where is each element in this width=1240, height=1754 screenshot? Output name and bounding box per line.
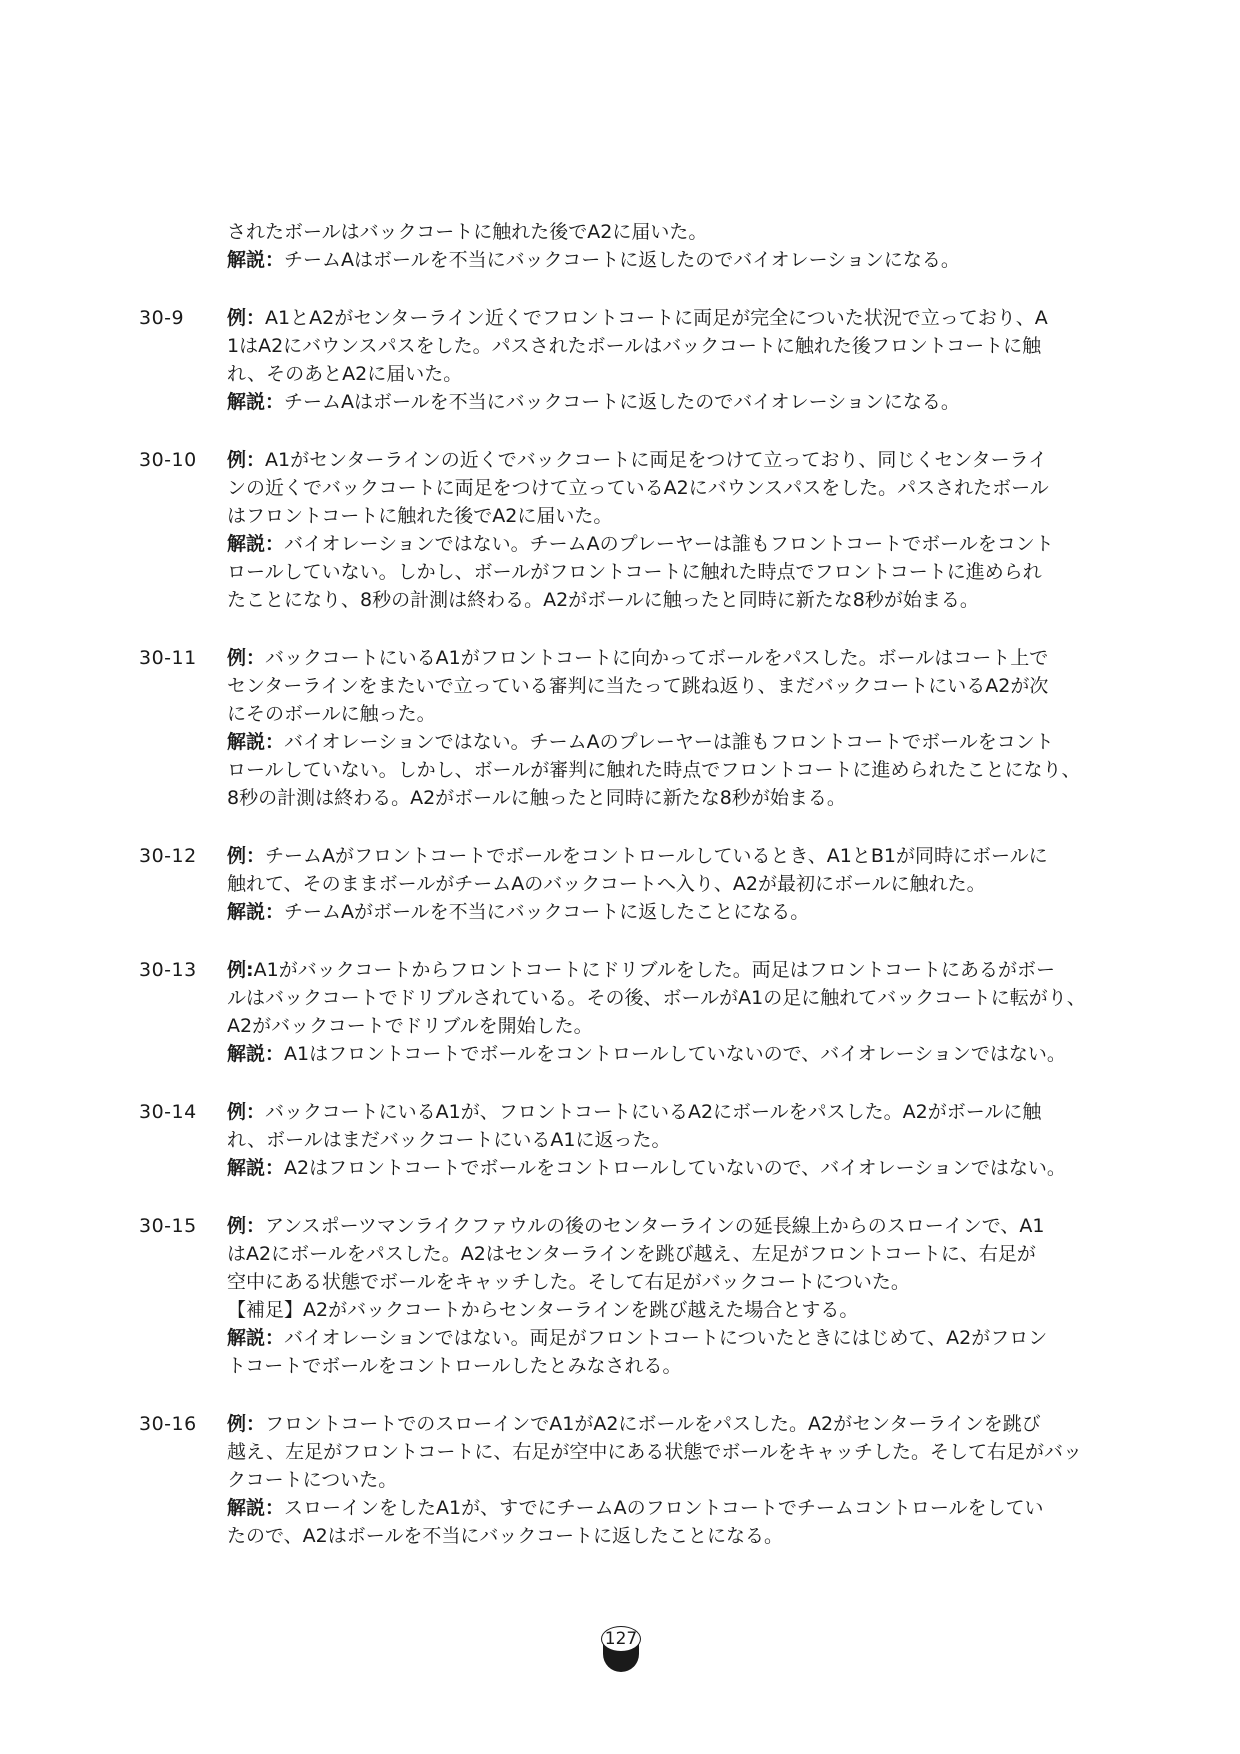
case-entry [139, 644, 1119, 812]
line-label: 例： [227, 1215, 266, 1237]
line-text: バイオレーションではない。チームAのプレーヤーは誰もフロントコートでボールをコント [284, 731, 1054, 753]
case-entry [139, 1410, 1119, 1550]
line-label: 解説： [227, 731, 285, 753]
line-text: A1がバックコートからフロントコートにドリブルをした。両足はフロントコートにあるがボー [253, 959, 1056, 981]
line-text: A1がセンターラインの近くでバックコートに両足をつけて立っており、同じくセンターライ [265, 449, 1048, 471]
text-line [227, 1154, 1119, 1182]
text-line: 空中にある状態でボールをキャッチした。そして右足がバックコートについた。 [227, 1271, 910, 1293]
text-line [227, 246, 1119, 274]
text-line: はA2にボールをパスした。A2はセンターラインを跳び越え、左足がフロントコートに、右足が [227, 1243, 1036, 1265]
text-line [227, 728, 1119, 756]
case-number: 30-13 [139, 959, 197, 981]
case-body [227, 644, 1119, 812]
text-line: ロールしていない。しかし、ボールが審判に触れた時点でフロントコートに進められたことになり、 [227, 759, 1081, 781]
text-line: 8秒の計測は終わる。A2がボールに触ったと同時に新たな8秒が始まる。 [227, 787, 846, 809]
text-line: れ、そのあとA2に届いた。 [227, 363, 463, 385]
line-label: 例： [227, 307, 266, 329]
case-entry [139, 1098, 1119, 1182]
line-text: バイオレーションではない。両足がフロントコートについたときにはじめて、A2がフロン [284, 1327, 1048, 1349]
text-line: センターラインをまたいで立っている審判に当たって跳ね返り、まだバックコートにいるA2が次 [227, 675, 1049, 697]
text-line: たので、A2はボールを不当にバックコートに返したことになる。 [227, 1525, 783, 1547]
case-body [227, 1098, 1119, 1182]
text-line: トコートでボールをコントロールしたとみなされる。 [227, 1355, 682, 1377]
case-number: 30-15 [139, 1215, 197, 1237]
line-label: 例: [227, 959, 254, 981]
line-label: 解説： [227, 1327, 285, 1349]
line-label: 例： [227, 1413, 266, 1435]
case-number: 30-12 [139, 845, 197, 867]
page-number-badge [601, 1626, 641, 1676]
line-text: スローインをしたA1が、すでにチームAのフロントコートでチームコントロールをしてい [284, 1497, 1044, 1519]
case-entry [139, 304, 1119, 416]
line-label: 例： [227, 1101, 266, 1123]
case-number: 30-10 [139, 449, 197, 471]
case-entry [139, 1212, 1119, 1380]
text-line: にそのボールに触った。 [227, 703, 436, 725]
text-line [227, 1494, 1119, 1522]
case-body [227, 1410, 1119, 1550]
line-label: 解説： [227, 1043, 285, 1065]
line-text: A1とA2がセンターライン近くでフロントコートに両足が完全についた状況で立っており、A [265, 307, 1048, 329]
text-line: れ、ボールはまだバックコートにいるA1に返った。 [227, 1129, 671, 1151]
text-line [227, 1324, 1119, 1352]
line-label: 例： [227, 647, 266, 669]
text-line: 触れて、そのままボールがチームAのバックコートへ入り、A2が最初にボールに触れた。 [227, 873, 986, 895]
text-line [227, 304, 1119, 332]
text-line [227, 446, 1119, 474]
text-line [227, 388, 1119, 416]
line-label: 解説： [227, 901, 285, 923]
text-line [227, 1212, 1119, 1240]
text-line: ルはバックコートでドリブルされている。その後、ボールがA1の足に触れてバックコートに転がり、 [227, 987, 1086, 1009]
case-number: 30-16 [139, 1413, 197, 1435]
case-entry [139, 842, 1119, 926]
text-line: 1はA2にバウンスパスをした。パスされたボールはバックコートに触れた後フロントコートに触 [227, 335, 1042, 357]
text-line [227, 1410, 1119, 1438]
text-line: はフロントコートに触れた後でA2に届いた。 [227, 505, 613, 527]
text-line: ロールしていない。しかし、ボールがフロントコートに触れた時点でフロントコートに進められ [227, 561, 1042, 583]
case-number: 30-11 [139, 647, 197, 669]
text-line [227, 530, 1119, 558]
text-line [227, 956, 1119, 984]
case-body [227, 956, 1119, 1068]
line-text: チームAがボールを不当にバックコートに返したことになる。 [284, 901, 810, 923]
line-label: 例： [227, 449, 266, 471]
line-label: 例： [227, 845, 266, 867]
continued-paragraph [227, 218, 1119, 274]
line-label: 解説： [227, 1157, 285, 1179]
line-label: 解説： [227, 391, 285, 413]
line-text: バイオレーションではない。チームAのプレーヤーは誰もフロントコートでボールをコント [284, 533, 1054, 555]
text-line: ンの近くでバックコートに両足をつけて立っているA2にバウンスパスをした。パスされたボール [227, 477, 1049, 499]
case-body [227, 1212, 1119, 1380]
page-content [139, 218, 1119, 1550]
text-line: されたボールはバックコートに触れた後でA2に届いた。 [227, 221, 708, 243]
case-body [227, 446, 1119, 614]
line-text: バックコートにいるA1がフロントコートに向かってボールをパスした。ボールはコート上で [265, 647, 1049, 669]
text-line: たことになり、8秒の計測は終わる。A2がボールに触ったと同時に新たな8秒が始まる。 [227, 589, 979, 611]
text-line [227, 842, 1119, 870]
text-line [227, 1040, 1119, 1068]
text-line [227, 644, 1119, 672]
line-label: 解説： [227, 1497, 285, 1519]
text-line: A2がバックコートでドリブルを開始した。 [227, 1015, 593, 1037]
text-line [227, 1098, 1119, 1126]
line-text: アンスポーツマンライクファウルの後のセンターラインの延長線上からのスローインで、A1 [265, 1215, 1045, 1237]
line-text: チームAがフロントコートでボールをコントロールしているとき、A1とB1が同時にボールに [265, 845, 1048, 867]
page-number: 127 [601, 1626, 641, 1652]
case-body [227, 304, 1119, 416]
text-line: 【補足】A2がバックコートからセンターラインを跳び越えた場合とする。 [227, 1299, 859, 1321]
text-line: クコートについた。 [227, 1469, 398, 1491]
line-text: バックコートにいるA1が、フロントコートにいるA2にボールをパスした。A2がボールに触 [265, 1101, 1042, 1123]
line-text: チームAはボールを不当にバックコートに返したのでバイオレーションになる。 [284, 391, 960, 413]
case-number: 30-14 [139, 1101, 197, 1123]
case-number: 30-9 [139, 307, 185, 329]
line-text: チームAはボールを不当にバックコートに返したのでバイオレーションになる。 [284, 249, 960, 271]
line-text: フロントコートでのスローインでA1がA2にボールをパスした。A2がセンターラインを跳び [265, 1413, 1041, 1435]
case-body [227, 842, 1119, 926]
case-entry [139, 446, 1119, 614]
line-label: 解説： [227, 249, 285, 271]
line-label: 解説： [227, 533, 285, 555]
case-entry [139, 956, 1119, 1068]
line-text: A2はフロントコートでボールをコントロールしていないので、バイオレーションではない。 [284, 1157, 1066, 1179]
text-line: 越え、左足がフロントコートに、右足が空中にある状態でボールをキャッチした。そして右足がバッ [227, 1441, 1083, 1463]
line-text: A1はフロントコートでボールをコントロールしていないので、バイオレーションではない。 [284, 1043, 1066, 1065]
text-line [227, 898, 1119, 926]
case-list [139, 304, 1119, 1550]
